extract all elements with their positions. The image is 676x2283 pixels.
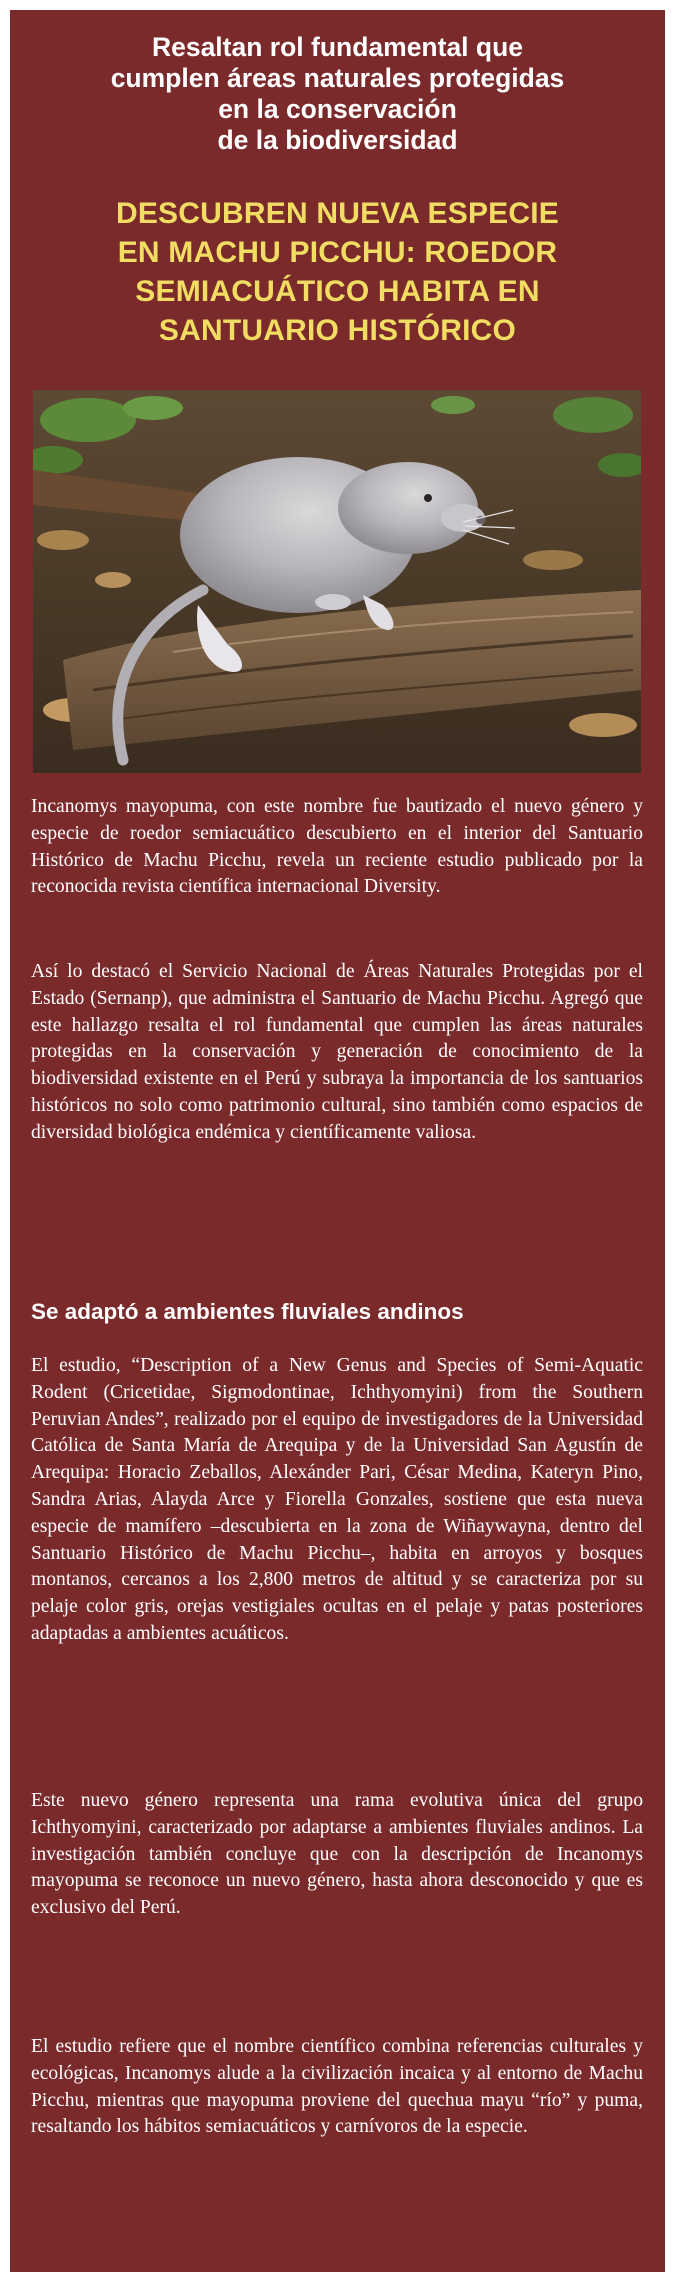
- article-paragraph: El estudio refiere que el nombre científico combina referencias culturales y ecológicas, Incanomys alude a la civilización incaica y al entorno de Machu Picchu, mientras que mayopuma proviene del quechua mayu “río” y puma, resaltando los hábitos semiacuáticos y carnívoros de la especie.: [31, 2036, 643, 2138]
- headline-line: EN MACHU PICCHU: ROEDOR: [117, 236, 558, 269]
- article-paragraph: Este nuevo género representa una rama evolutiva única del grupo Ichthyomyini, caracterizado por adaptarse a ambientes fluviales andinos. La investigación también concluye que con la descripción de Incanomys mayopuma se reconoce un nuevo género, hasta ahora desconocido y que es exclusivo del Perú.: [31, 1790, 643, 1919]
- kicker-line: en la conservación: [218, 94, 457, 124]
- headline-line: SANTUARIO HISTÓRICO: [158, 314, 517, 347]
- kicker-line: Resaltan rol fundamental que: [151, 32, 524, 62]
- kicker-heading: [10, 32, 665, 156]
- headline-line: SEMIACUÁTICO HABITA EN: [135, 275, 540, 308]
- headline: [10, 194, 665, 350]
- article-paragraph: Así lo destacó el Servicio Nacional de Áreas Naturales Protegidas por el Estado (Sernanp), que administra el Santuario de Machu Picchu. Agregó que este hallazgo resalta el rol fundamental que cumplen las áreas naturales protegidas en la conservación y generación de conocimiento de la biodiversidad existente en el Perú y subraya la importancia de los santuarios históricos no solo como patrimonio cultural, sino también como espacios de diversidad biológica endémica y científicamente valiosa.: [31, 961, 643, 1143]
- article-panel: [10, 10, 665, 2272]
- headline-line: DESCUBREN NUEVA ESPECIE: [115, 197, 559, 230]
- kicker-line: de la biodiversidad: [217, 125, 458, 155]
- rodent-photo: [33, 390, 641, 773]
- section-subhead: Se adaptó a ambientes fluviales andinos: [31, 1299, 464, 1324]
- kicker-line: cumplen áreas naturales protegidas: [110, 63, 565, 93]
- article-paragraph: Incanomys mayopuma, con este nombre fue bautizado el nuevo género y especie de roedor semiacuático descubierto en el interior del Santuario Histórico de Machu Picchu, revela un reciente estudio publicado por la reconocida revista científica internacional Diversity.: [31, 796, 643, 898]
- article-paragraph: El estudio, “Description of a New Genus and Species of Semi-Aquatic Rodent (Cricetidae, Sigmodontinae, Ichthyomyini) from the Southern Peruvian Andes”, realizado por el equipo de investigadores de la Universidad Católica de Santa María de Arequipa y de la Universidad San Agustín de Arequipa: Horacio Zeballos, Alexánder Pari, César Medina, Kateryn Pino, Sandra Arias, Alayda Arce y Fiorella Gonzales, sostiene que esta nueva especie de mamífero –descubierta en la zona de Wiñaywayna, dentro del Santuario Histórico de Machu Picchu–, habita en arroyos y bosques montanos, cercanos a los 2,800 metros de altitud y se caracteriza por su pelaje color gris, orejas vestigiales ocultas en el pelaje y patas posteriores adaptadas a ambientes acuáticos.: [31, 1355, 643, 1644]
